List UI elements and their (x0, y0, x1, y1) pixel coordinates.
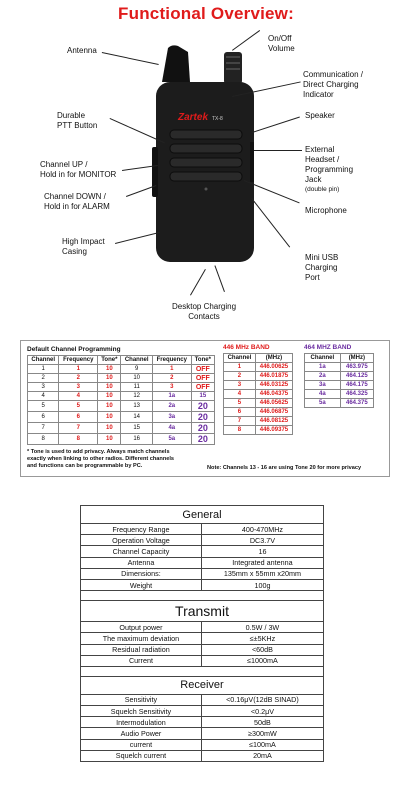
channel-cell: 11 (121, 383, 152, 392)
spec-gap-cell (81, 591, 324, 601)
channel-table-header: Channel (121, 356, 152, 365)
channel-table-title: Default Channel Programming (27, 346, 121, 353)
spec-value: ≤1000mA (201, 655, 323, 666)
receiver-row (81, 728, 324, 739)
spec-label: Dimensions: (81, 568, 202, 579)
channel-cell: 8 (59, 434, 98, 445)
channel-row (28, 401, 215, 412)
channel-cell: 12 (121, 392, 152, 401)
channel-cell: 13 (121, 401, 152, 412)
spec-value: 20mA (201, 750, 323, 761)
channel-cell: 10 (98, 365, 121, 374)
spec-label: Squelch Sensitivity (81, 706, 202, 717)
channel-row (28, 423, 215, 434)
band464-cell: 2a (305, 372, 341, 381)
band464-cell: 3a (305, 381, 341, 390)
channel-cell: OFF (191, 383, 214, 392)
channel-cell: 15 (191, 392, 214, 401)
spec-value: 50dB (201, 717, 323, 728)
channel-table-header: Channel (28, 356, 59, 365)
callout-indicator: Communication / Direct Charging Indicator (303, 70, 364, 99)
channel-cell: 3 (28, 383, 59, 392)
channel-cell: OFF (191, 365, 214, 374)
band446-row (224, 372, 293, 381)
callout-channel-up: Channel UP / Hold in for MONITOR (40, 160, 117, 179)
callout-onoff: On/Off Volume (268, 34, 295, 53)
channel-cell: 20 (191, 434, 214, 445)
band446-cell: 446.01875 (255, 372, 292, 381)
receiver-title: Receiver (81, 676, 324, 694)
callout-usb: Mini USB Charging Port (305, 253, 339, 282)
band464-table (304, 353, 374, 408)
spec-gap (81, 591, 324, 601)
channel-cell: 7 (59, 423, 98, 434)
channel-table-header: Frequency (59, 356, 98, 365)
spec-value: ≤100mA (201, 739, 323, 750)
band446-title: 446 MHz BAND (223, 344, 270, 351)
callout-microphone: Microphone (305, 206, 347, 215)
band446-row (224, 390, 293, 399)
callout-antenna: Antenna (67, 46, 97, 55)
channel-table-header: Tone* (191, 356, 214, 365)
channel-cell: 10 (98, 401, 121, 412)
band464-cell: 463.975 (340, 363, 373, 372)
channel-cell: 1 (28, 365, 59, 374)
channel-cell: 20 (191, 423, 214, 434)
band446-cell: 446.00625 (255, 363, 292, 372)
channel-cell: 9 (121, 365, 152, 374)
channel-cell: 20 (191, 412, 214, 423)
channel-cell: 2 (152, 374, 191, 383)
transmit-row (81, 655, 324, 666)
spec-label: Frequency Range (81, 524, 202, 535)
band464-row (305, 363, 374, 372)
receiver-row (81, 750, 324, 761)
band446-cell: 2 (224, 372, 256, 381)
band464-row (305, 381, 374, 390)
channel-table-header: Tone* (98, 356, 121, 365)
radio-illustration (148, 42, 268, 267)
spec-label: Antenna (81, 557, 202, 568)
band464-header: (MHz) (340, 354, 373, 363)
spec-value: <60dB (201, 644, 323, 655)
callout-speaker: Speaker (305, 111, 335, 120)
spec-label: Current (81, 655, 202, 666)
spec-label: Channel Capacity (81, 546, 202, 557)
band446-row (224, 381, 293, 390)
channel-cell: 4 (28, 392, 59, 401)
band446-cell: 8 (224, 426, 256, 435)
band446-cell: 5 (224, 399, 256, 408)
spec-label: Weight (81, 579, 202, 590)
channel-cell: 16 (121, 434, 152, 445)
spec-label: Audio Power (81, 728, 202, 739)
channel-row (28, 374, 215, 383)
channel-cell: 2 (28, 374, 59, 383)
receiver-row (81, 739, 324, 750)
general-header-row (81, 506, 324, 524)
channel-cell: 5a (152, 434, 191, 445)
spec-label: Intermodulation (81, 717, 202, 728)
channel-cell: 3 (152, 383, 191, 392)
channel-cell: 4a (152, 423, 191, 434)
band464-title: 464 MHZ BAND (304, 344, 352, 351)
band464-header: Channel (305, 354, 341, 363)
spec-value: 135mm x 55mm x20mm (201, 568, 323, 579)
spec-value: 0.5W / 3W (201, 622, 323, 633)
tone-footnote: * Tone is used to add privacy. Always match channels exactly when linking to other radios. Different channels and functions can be programmable by PC. (27, 449, 175, 469)
channel-cell: OFF (191, 374, 214, 383)
band446-cell: 446.06875 (255, 408, 292, 417)
callout-channel-down: Channel DOWN / Hold in for ALARM (44, 192, 110, 211)
channel-row (28, 434, 215, 445)
channel-cell: 10 (98, 412, 121, 423)
callout-jack: External Headset / Programming Jack (double pin) (305, 145, 354, 193)
model-label: TX-8 (212, 116, 223, 122)
callout-desktop-contacts: Desktop Charging Contacts (172, 302, 237, 321)
transmit-row (81, 622, 324, 633)
channel-table-header: Frequency (152, 356, 191, 365)
channel-cell: 10 (98, 434, 121, 445)
band464-row (305, 399, 374, 408)
general-row (81, 579, 324, 590)
channel-row (28, 392, 215, 401)
band464-cell: 464.325 (340, 390, 373, 399)
spec-label: Squelch current (81, 750, 202, 761)
general-row (81, 546, 324, 557)
default-channel-table (27, 355, 215, 445)
callout-ptt: Durable PTT Button (57, 111, 98, 130)
channel-cell: 2 (59, 374, 98, 383)
spec-table (80, 505, 324, 762)
band464-row (305, 372, 374, 381)
transmit-row (81, 644, 324, 655)
spec-label: The maximum deviation (81, 633, 202, 644)
channel-cell: 2a (152, 401, 191, 412)
page-title: Functional Overview: (118, 4, 294, 23)
channel-cell: 1 (59, 365, 98, 374)
spec-value: ≥300mW (201, 728, 323, 739)
receiver-row (81, 694, 324, 705)
channel-cell: 6 (59, 412, 98, 423)
band446-table (223, 353, 293, 435)
band446-cell: 446.05625 (255, 399, 292, 408)
spec-value: 100g (201, 579, 323, 590)
spec-label: Sensitivity (81, 694, 202, 705)
band464-cell: 464.125 (340, 372, 373, 381)
channel-cell: 15 (121, 423, 152, 434)
band464-cell: 1a (305, 363, 341, 372)
band464-cell: 4a (305, 390, 341, 399)
spec-label: Residual radiation (81, 644, 202, 655)
channel-cell: 10 (98, 392, 121, 401)
spec-gap-cell (81, 666, 324, 676)
channel-cell: 6 (28, 412, 59, 423)
general-row (81, 557, 324, 568)
channel-programming-panel (20, 340, 390, 477)
band446-cell: 446.04375 (255, 390, 292, 399)
channel-row (28, 365, 215, 374)
receiver-row (81, 706, 324, 717)
general-row (81, 535, 324, 546)
channel-cell: 5 (28, 401, 59, 412)
band446-header: Channel (224, 354, 256, 363)
spec-value: <0.2μV (201, 706, 323, 717)
channel-cell: 5 (59, 401, 98, 412)
spec-label: Output power (81, 622, 202, 633)
band464-cell: 464.375 (340, 399, 373, 408)
tone-note: Note: Channels 13 - 16 are using Tone 20 for more privacy (207, 465, 362, 471)
band446-row (224, 426, 293, 435)
band446-row (224, 363, 293, 372)
channel-cell: 10 (98, 374, 121, 383)
spec-value: Integrated antenna (201, 557, 323, 568)
band446-cell: 7 (224, 417, 256, 426)
channel-cell: 8 (28, 434, 59, 445)
band446-row (224, 417, 293, 426)
band446-row (224, 408, 293, 417)
general-title: General (81, 506, 324, 524)
antenna-shape (162, 45, 190, 82)
band446-header: (MHz) (255, 354, 292, 363)
channel-row (28, 383, 215, 392)
band446-cell: 446.09375 (255, 426, 292, 435)
channel-row (28, 412, 215, 423)
channel-cell: 7 (28, 423, 59, 434)
band464-cell: 5a (305, 399, 341, 408)
band446-row (224, 399, 293, 408)
spec-value: 16 (201, 546, 323, 557)
channel-cell: 10 (98, 383, 121, 392)
band446-cell: 3 (224, 381, 256, 390)
channel-cell: 10 (98, 423, 121, 434)
spec-value: 400-470MHz (201, 524, 323, 535)
receiver-row (81, 717, 324, 728)
transmit-header-row (81, 601, 324, 622)
channel-cell: 1a (152, 392, 191, 401)
general-row (81, 568, 324, 579)
transmit-title: Transmit (81, 601, 324, 622)
general-row (81, 524, 324, 535)
spec-label: current (81, 739, 202, 750)
band446-cell: 446.03125 (255, 381, 292, 390)
band446-cell: 446.08125 (255, 417, 292, 426)
callout-casing: High Impact Casing (62, 237, 105, 256)
channel-cell: 14 (121, 412, 152, 423)
band464-cell: 464.175 (340, 381, 373, 390)
receiver-header-row (81, 676, 324, 694)
spec-value: ≤±5KHz (201, 633, 323, 644)
channel-cell: 10 (121, 374, 152, 383)
band446-cell: 4 (224, 390, 256, 399)
channel-cell: 1 (152, 365, 191, 374)
transmit-row (81, 633, 324, 644)
channel-cell: 3a (152, 412, 191, 423)
channel-cell: 3 (59, 383, 98, 392)
band446-cell: 6 (224, 408, 256, 417)
channel-cell: 4 (59, 392, 98, 401)
band464-row (305, 390, 374, 399)
band446-cell: 1 (224, 363, 256, 372)
spec-value: <0.16μV(12dB SINAD) (201, 694, 323, 705)
spec-value: DC3.7V (201, 535, 323, 546)
brand-label: Zartek (178, 112, 209, 123)
spec-label: Operation Voltage (81, 535, 202, 546)
spec-gap (81, 666, 324, 676)
channel-cell: 20 (191, 401, 214, 412)
